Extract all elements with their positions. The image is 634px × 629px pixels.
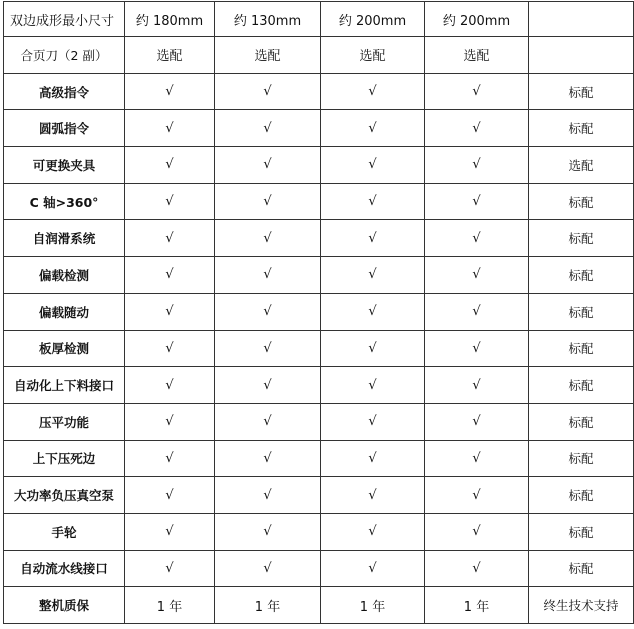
feature-value: √	[215, 550, 321, 587]
feature-value: √	[425, 330, 529, 367]
feature-value: √	[125, 220, 215, 257]
spec-table	[3, 1, 634, 624]
feature-value: √	[125, 110, 215, 147]
feature-value: √	[321, 513, 425, 550]
feature-note: 标配	[529, 73, 634, 110]
feature-value: √	[321, 477, 425, 514]
feature-value: √	[425, 147, 529, 184]
table-row	[4, 367, 634, 404]
feature-value: √	[125, 367, 215, 404]
feature-label: 手轮	[4, 513, 125, 550]
feature-value: √	[215, 220, 321, 257]
table-row	[4, 403, 634, 440]
table-row	[4, 110, 634, 147]
feature-value: √	[215, 147, 321, 184]
feature-value: √	[425, 257, 529, 294]
feature-label: 可更换夹具	[4, 147, 125, 184]
feature-value: √	[125, 477, 215, 514]
feature-value: √	[321, 440, 425, 477]
feature-value: √	[125, 513, 215, 550]
table-row	[4, 220, 634, 257]
feature-label: 压平功能	[4, 403, 125, 440]
feature-value: √	[321, 367, 425, 404]
feature-label: 偏载检测	[4, 257, 125, 294]
feature-value: √	[125, 183, 215, 220]
table-row	[4, 293, 634, 330]
feature-note: 终生技术支持	[529, 587, 634, 624]
feature-value: √	[425, 293, 529, 330]
feature-value: √	[125, 147, 215, 184]
header-value: 约 200mm	[321, 2, 425, 37]
feature-note: 标配	[529, 110, 634, 147]
feature-value: √	[321, 403, 425, 440]
feature-value: √	[215, 477, 321, 514]
feature-value: √	[321, 183, 425, 220]
feature-value: √	[125, 293, 215, 330]
table-row	[4, 37, 634, 74]
feature-value: √	[125, 550, 215, 587]
feature-value: √	[215, 403, 321, 440]
feature-label: 整机质保	[4, 587, 125, 624]
feature-note: 标配	[529, 403, 634, 440]
feature-value: √	[215, 330, 321, 367]
table-row	[4, 330, 634, 367]
feature-value: √	[321, 293, 425, 330]
feature-note: 标配	[529, 330, 634, 367]
header-value: 约 180mm	[125, 2, 215, 37]
table-row	[4, 147, 634, 184]
feature-label: 偏载随动	[4, 293, 125, 330]
feature-value: 1 年	[125, 587, 215, 624]
feature-value: 1 年	[321, 587, 425, 624]
feature-value: √	[125, 73, 215, 110]
table-row	[4, 587, 634, 624]
feature-note: 标配	[529, 550, 634, 587]
feature-note	[529, 37, 634, 74]
feature-value: √	[321, 147, 425, 184]
feature-value: √	[125, 330, 215, 367]
feature-value: √	[425, 73, 529, 110]
feature-note: 标配	[529, 513, 634, 550]
header-note	[529, 2, 634, 37]
table-row	[4, 73, 634, 110]
feature-value: 1 年	[215, 587, 321, 624]
feature-value: √	[215, 110, 321, 147]
feature-value: √	[425, 110, 529, 147]
table-row	[4, 440, 634, 477]
feature-value: √	[321, 220, 425, 257]
feature-note: 标配	[529, 293, 634, 330]
table-row	[4, 477, 634, 514]
table-row	[4, 513, 634, 550]
feature-value: √	[215, 440, 321, 477]
feature-value: √	[321, 110, 425, 147]
feature-label: 圆弧指令	[4, 110, 125, 147]
feature-value: √	[425, 183, 529, 220]
feature-note: 标配	[529, 440, 634, 477]
feature-value: √	[321, 73, 425, 110]
feature-label: 上下压死边	[4, 440, 125, 477]
feature-note: 标配	[529, 257, 634, 294]
feature-value: 选配	[425, 37, 529, 74]
feature-value: √	[425, 367, 529, 404]
feature-value: √	[215, 257, 321, 294]
feature-value: √	[321, 550, 425, 587]
feature-note: 标配	[529, 220, 634, 257]
header-row	[4, 2, 634, 37]
feature-value: 选配	[215, 37, 321, 74]
feature-value: √	[125, 403, 215, 440]
feature-value: 选配	[125, 37, 215, 74]
header-value: 约 200mm	[425, 2, 529, 37]
feature-value: √	[425, 220, 529, 257]
feature-note: 选配	[529, 147, 634, 184]
feature-label: 高级指令	[4, 73, 125, 110]
feature-value: √	[425, 477, 529, 514]
feature-value: √	[215, 293, 321, 330]
feature-label: 大功率负压真空泵	[4, 477, 125, 514]
header-label: 双边成形最小尺寸	[4, 2, 125, 37]
feature-value: √	[215, 513, 321, 550]
feature-note: 标配	[529, 183, 634, 220]
feature-label: 自动化上下料接口	[4, 367, 125, 404]
feature-value: √	[425, 513, 529, 550]
header-value: 约 130mm	[215, 2, 321, 37]
feature-note: 标配	[529, 477, 634, 514]
table-row	[4, 257, 634, 294]
feature-label: 合页刀（2 副）	[4, 37, 125, 74]
feature-value: √	[425, 403, 529, 440]
feature-value: √	[215, 183, 321, 220]
table-row	[4, 550, 634, 587]
feature-value: √	[215, 367, 321, 404]
feature-value: √	[425, 440, 529, 477]
feature-label: 板厚检测	[4, 330, 125, 367]
table-row	[4, 183, 634, 220]
feature-value: 选配	[321, 37, 425, 74]
feature-note: 标配	[529, 367, 634, 404]
feature-label: 自润滑系统	[4, 220, 125, 257]
feature-value: √	[425, 550, 529, 587]
feature-value: 1 年	[425, 587, 529, 624]
feature-label: 自动流水线接口	[4, 550, 125, 587]
feature-label: C 轴>360°	[4, 183, 125, 220]
feature-value: √	[321, 330, 425, 367]
feature-value: √	[125, 257, 215, 294]
feature-value: √	[125, 440, 215, 477]
feature-value: √	[215, 73, 321, 110]
feature-value: √	[321, 257, 425, 294]
